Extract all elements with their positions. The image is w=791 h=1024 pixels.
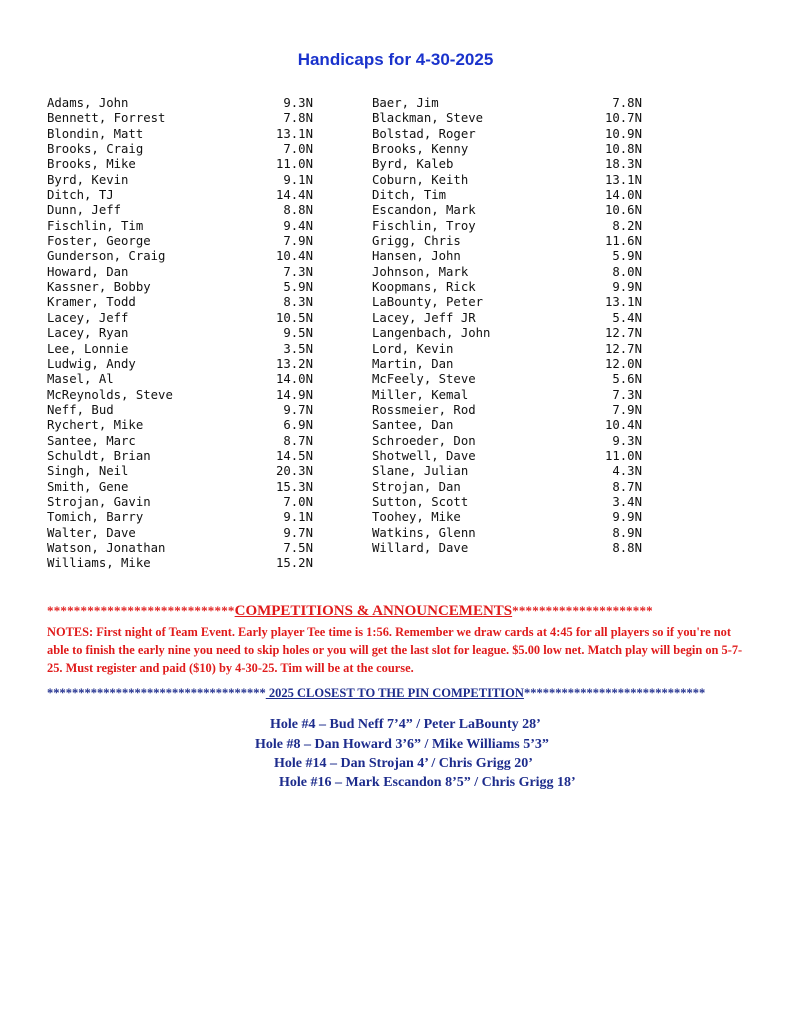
golfer-name: Ludwig, Andy (47, 356, 136, 371)
golfer-name: Lacey, Jeff (47, 310, 129, 325)
handicap-value: 18.3N (604, 157, 642, 172)
handicap-value: 5.6N (612, 372, 642, 387)
handicap-value: 7.5N (283, 540, 313, 555)
handicap-value: 14.5N (275, 448, 313, 463)
handicap-value: 4.3N (612, 464, 642, 479)
handicap-value: 15.3N (275, 479, 313, 494)
handicap-value: 9.7N (283, 402, 313, 417)
golfer-name: Ditch, Tim (372, 188, 447, 203)
handicap-value: 9.7N (283, 525, 313, 540)
golfer-name: Fischlin, Troy (372, 218, 476, 233)
handicap-value: 8.7N (612, 479, 642, 494)
handicap-row (372, 219, 642, 234)
handicap-column-left (47, 96, 313, 572)
handicap-value: 8.2N (612, 218, 642, 233)
handicap-value: 12.0N (604, 356, 642, 371)
announcements-heading: COMPETITIONS & ANNOUNCEMENTS (234, 603, 513, 619)
handicap-value: 8.0N (612, 264, 642, 279)
handicap-row (47, 249, 313, 264)
handicap-row (47, 111, 313, 126)
golfer-name: Rossmeier, Rod (372, 402, 476, 417)
handicap-value: 13.1N (604, 172, 642, 187)
golfer-name: Johnson, Mark (372, 264, 469, 279)
golfer-name: Langenbach, John (372, 326, 491, 341)
handicap-row (372, 249, 642, 264)
handicap-value: 12.7N (604, 341, 642, 356)
handicap-row (47, 127, 313, 142)
golfer-name: Lacey, Jeff JR (372, 310, 476, 325)
golfer-name: Santee, Marc (47, 433, 136, 448)
handicap-row (372, 434, 642, 449)
golfer-name: Shotwell, Dave (372, 448, 476, 463)
golfer-name: Strojan, Dan (372, 479, 461, 494)
handicap-value: 7.8N (612, 96, 642, 110)
handicap-value: 13.1N (275, 126, 313, 141)
handicap-row (47, 173, 313, 188)
golfer-name: Baer, Jim (372, 96, 439, 110)
golfer-name: Willard, Dave (372, 540, 469, 555)
golfer-name: Hansen, John (372, 249, 461, 264)
golfer-name: Gunderson, Craig (47, 249, 166, 264)
announcements-stars-right: ********************* (512, 603, 653, 618)
handicap-value: 9.1N (283, 510, 313, 525)
golfer-name: Schuldt, Brian (47, 448, 151, 463)
handicap-row (372, 157, 642, 172)
handicap-row (47, 326, 313, 341)
handicap-row (47, 372, 313, 387)
handicap-row (372, 464, 642, 479)
handicap-row (47, 464, 313, 479)
handicap-row (47, 203, 313, 218)
handicap-row (372, 510, 642, 525)
golfer-name: Miller, Kemal (372, 387, 469, 402)
ctp-stars-left: *********************************** (47, 686, 266, 700)
handicap-row (47, 449, 313, 464)
handicap-row (47, 96, 313, 111)
ctp-hole-4: Hole #4 – Bud Neff 7’4” / Peter LaBounty 28’ (270, 717, 541, 732)
golfer-name: Bolstad, Roger (372, 126, 476, 141)
handicap-value: 7.0N (283, 494, 313, 509)
handicap-row (372, 526, 642, 541)
handicap-row (47, 311, 313, 326)
ctp-hole-8: Hole #8 – Dan Howard 3’6” / Mike Williams 5’3” (255, 737, 549, 752)
handicap-row (372, 234, 642, 249)
handicap-row (372, 265, 642, 280)
golfer-name: Blondin, Matt (47, 126, 144, 141)
handicap-value: 14.0N (275, 372, 313, 387)
ctp-heading: 2025 CLOSEST TO THE PIN COMPETITION (265, 686, 524, 700)
handicap-row (47, 556, 313, 571)
handicap-row (47, 418, 313, 433)
handicap-value: 11.6N (604, 234, 642, 249)
handicap-row (372, 203, 642, 218)
handicap-value: 10.9N (604, 126, 642, 141)
golfer-name: Walter, Dave (47, 525, 136, 540)
handicap-row (47, 157, 313, 172)
golfer-name: Santee, Dan (372, 418, 454, 433)
golfer-name: Kassner, Bobby (47, 280, 151, 295)
handicap-column-right (372, 96, 642, 556)
handicap-row (372, 326, 642, 341)
announcements-header (47, 603, 747, 620)
handicap-row (372, 541, 642, 556)
handicap-row (372, 280, 642, 295)
handicap-row (47, 526, 313, 541)
handicap-row (372, 495, 642, 510)
handicap-row (47, 265, 313, 280)
golfer-name: Blackman, Steve (372, 111, 484, 126)
golfer-name: Ditch, TJ (47, 188, 114, 203)
handicap-value: 7.9N (612, 402, 642, 417)
handicap-row (372, 127, 642, 142)
handicap-value: 10.7N (604, 111, 642, 126)
golfer-name: McReynolds, Steve (47, 387, 173, 402)
handicap-value: 6.9N (283, 418, 313, 433)
handicap-value: 8.7N (283, 433, 313, 448)
handicap-row (372, 142, 642, 157)
handicap-value: 10.6N (604, 203, 642, 218)
golfer-name: Tomich, Barry (47, 510, 144, 525)
golfer-name: Grigg, Chris (372, 234, 461, 249)
golfer-name: Lacey, Ryan (47, 326, 129, 341)
golfer-name: McFeely, Steve (372, 372, 476, 387)
handicap-row (372, 449, 642, 464)
golfer-name: Bennett, Forrest (47, 111, 166, 126)
handicap-value: 9.5N (283, 326, 313, 341)
handicap-row (372, 372, 642, 387)
handicap-row (372, 388, 642, 403)
golfer-name: Smith, Gene (47, 479, 129, 494)
golfer-name: Lord, Kevin (372, 341, 454, 356)
handicap-value: 9.9N (612, 280, 642, 295)
handicap-row (372, 403, 642, 418)
golfer-name: Strojan, Gavin (47, 494, 151, 509)
handicap-value: 15.2N (275, 556, 313, 571)
handicap-value: 11.0N (604, 448, 642, 463)
golfer-name: Neff, Bud (47, 402, 114, 417)
handicap-row (47, 434, 313, 449)
golfer-name: Foster, George (47, 234, 151, 249)
handicap-value: 14.4N (275, 188, 313, 203)
golfer-name: Toohey, Mike (372, 510, 461, 525)
handicap-value: 20.3N (275, 464, 313, 479)
handicap-value: 9.4N (283, 218, 313, 233)
handicap-row (47, 234, 313, 249)
handicap-row (47, 495, 313, 510)
golfer-name: Adams, John (47, 96, 129, 110)
handicap-value: 10.8N (604, 142, 642, 157)
handicap-row (47, 403, 313, 418)
golfer-name: Byrd, Kevin (47, 172, 129, 187)
golfer-name: Howard, Dan (47, 264, 129, 279)
handicap-value: 7.9N (283, 234, 313, 249)
handicap-row (47, 342, 313, 357)
handicap-value: 14.9N (275, 387, 313, 402)
handicap-value: 8.3N (283, 295, 313, 310)
handicap-row (47, 142, 313, 157)
handicap-value: 5.4N (612, 310, 642, 325)
golfer-name: Fischlin, Tim (47, 218, 144, 233)
handicap-value: 5.9N (283, 280, 313, 295)
handicap-row (47, 188, 313, 203)
handicap-value: 8.8N (283, 203, 313, 218)
handicap-row (47, 510, 313, 525)
handicap-value: 9.3N (283, 96, 313, 110)
golfer-name: Byrd, Kaleb (372, 157, 454, 172)
ctp-hole-16: Hole #16 – Mark Escandon 8’5” / Chris Grigg 18’ (279, 775, 576, 790)
golfer-name: Singh, Neil (47, 464, 129, 479)
golfer-name: Rychert, Mike (47, 418, 144, 433)
handicap-row (372, 295, 642, 310)
announcements-stars-left: **************************** (47, 603, 235, 618)
handicap-row (47, 357, 313, 372)
golfer-name: Sutton, Scott (372, 494, 469, 509)
handicap-row (372, 173, 642, 188)
golfer-name: Watkins, Glenn (372, 525, 476, 540)
handicap-value: 7.8N (283, 111, 313, 126)
closest-to-pin-header (47, 686, 747, 701)
golfer-name: Coburn, Keith (372, 172, 469, 187)
handicap-row (47, 219, 313, 234)
handicap-row (372, 418, 642, 433)
handicap-value: 13.2N (275, 356, 313, 371)
golfer-name: Lee, Lonnie (47, 341, 129, 356)
handicap-value: 14.0N (604, 188, 642, 203)
handicap-value: 5.9N (612, 249, 642, 264)
page-title: Handicaps for 4-30-2025 (297, 50, 494, 69)
golfer-name: Brooks, Craig (47, 142, 144, 157)
golfer-name: Williams, Mike (47, 556, 151, 571)
handicap-value: 9.9N (612, 510, 642, 525)
golfer-name: Brooks, Mike (47, 157, 136, 172)
handicap-row (47, 280, 313, 295)
handicap-value: 7.0N (283, 142, 313, 157)
handicap-value: 12.7N (604, 326, 642, 341)
announcement-notes: NOTES: First night of Team Event. Early player Tee time is 1:56. Remember we draw cards at 4:45 for all players so if you're not able to finish the early nine you need to skip holes or you will get the last slot for league. $5.00 low net. Match play will begin on 5-7-25. Must register and paid ($10) by 4-30-25. Tim will be at the course. (47, 625, 743, 675)
handicap-value: 7.3N (283, 264, 313, 279)
handicap-value: 9.3N (612, 433, 642, 448)
golfer-name: Martin, Dan (372, 356, 454, 371)
handicap-value: 8.8N (612, 540, 642, 555)
handicap-value: 9.1N (283, 172, 313, 187)
handicap-row (47, 295, 313, 310)
handicap-value: 10.4N (275, 249, 313, 264)
golfer-name: Brooks, Kenny (372, 142, 469, 157)
golfer-name: LaBounty, Peter (372, 295, 484, 310)
golfer-name: Masel, Al (47, 372, 114, 387)
handicap-value: 13.1N (604, 295, 642, 310)
handicap-row (47, 480, 313, 495)
golfer-name: Watson, Jonathan (47, 540, 166, 555)
golfer-name: Escandon, Mark (372, 203, 476, 218)
handicap-row (372, 480, 642, 495)
golfer-name: Dunn, Jeff (47, 203, 122, 218)
handicap-value: 3.4N (612, 494, 642, 509)
ctp-hole-14: Hole #14 – Dan Strojan 4’ / Chris Grigg 20’ (274, 756, 533, 771)
handicap-row (372, 111, 642, 126)
handicap-row (372, 96, 642, 111)
handicap-value: 7.3N (612, 387, 642, 402)
handicap-value: 3.5N (283, 341, 313, 356)
golfer-name: Slane, Julian (372, 464, 469, 479)
handicap-row (372, 357, 642, 372)
ctp-stars-right: ***************************** (523, 686, 706, 700)
handicap-value: 8.9N (612, 525, 642, 540)
golfer-name: Kramer, Todd (47, 295, 136, 310)
handicap-row (47, 388, 313, 403)
handicap-row (372, 342, 642, 357)
golfer-name: Koopmans, Rick (372, 280, 476, 295)
handicap-value: 11.0N (275, 157, 313, 172)
golfer-name: Schroeder, Don (372, 433, 476, 448)
handicap-value: 10.5N (275, 310, 313, 325)
handicap-row (47, 541, 313, 556)
handicap-value: 10.4N (604, 418, 642, 433)
handicap-row (372, 311, 642, 326)
handicap-row (372, 188, 642, 203)
